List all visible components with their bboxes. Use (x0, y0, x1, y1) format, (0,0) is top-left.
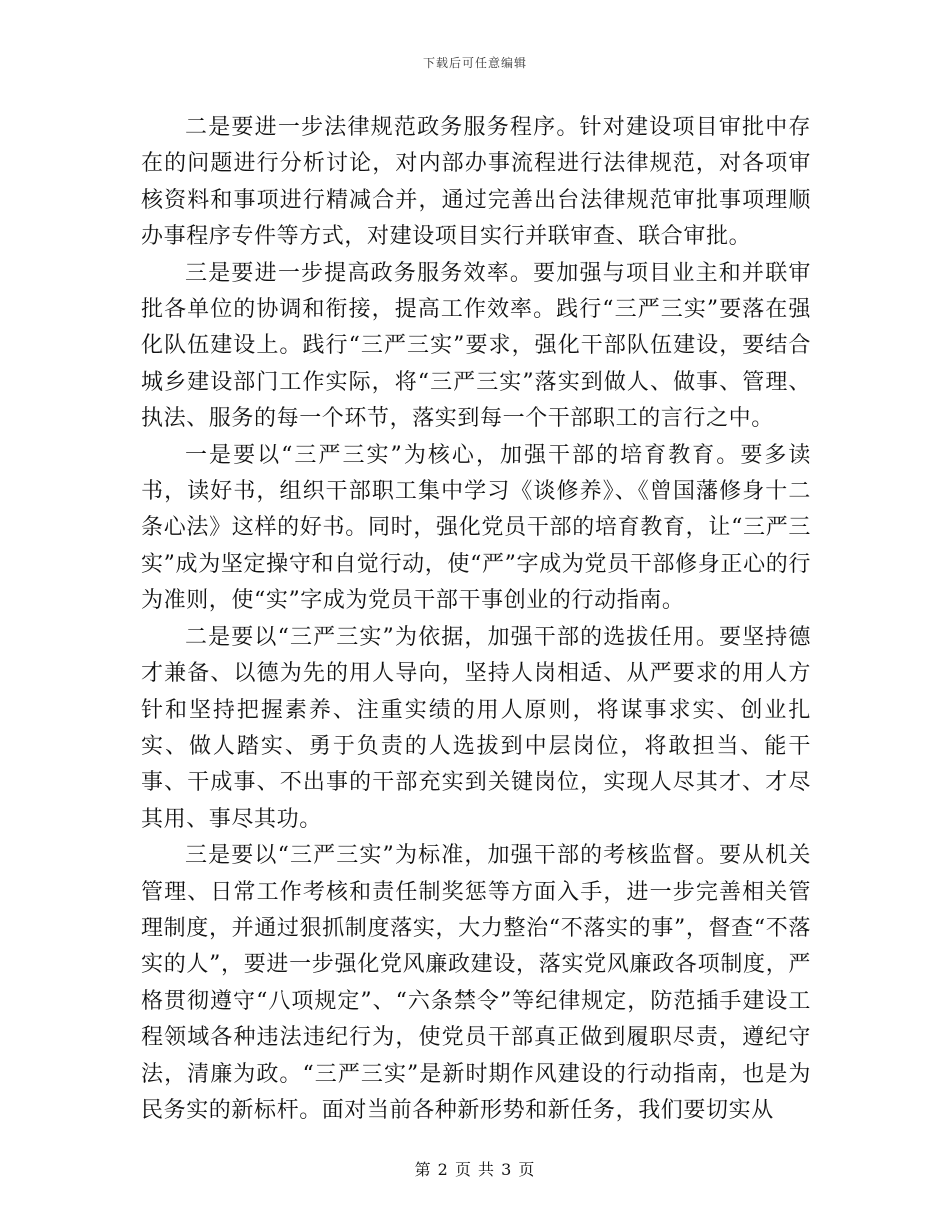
paragraph: 三是要进一步提高政务服务效率。要加强与项目业主和并联审批各单位的协调和衔接，提高工作效率。践行“三严三实”要落在强化队伍建设上。践行“三严三实”要求，强化干部队伍建设，要结合城乡建设部门工作实际，将“三严三实”落实到做人、做事、管理、执法、服务的每一个环节，落实到每一个干部职工的言行之中。 (141, 260, 811, 432)
paragraph: 二是要以“三严三实”为依据，加强干部的选拔任用。要坚持德才兼备、以德为先的用人导向，坚持人岗相适、从严要求的用人方针和坚持把握素养、注重实绩的用人原则，将谋事求实、创业扎实、做人踏实、勇于负责的人选拔到中层岗位，将敢担当、能干事、干成事、不出事的干部充实到关键岗位，实现人尽其才、才尽其用、事尽其功。 (141, 624, 811, 832)
body-text (141, 110, 811, 1129)
paragraph: 一是要以“三严三实”为核心，加强干部的培育教育。要多读书，读好书，组织干部职工集中学习《谈修养》、《曾国藩修身十二条心法》这样的好书。同时，强化党员干部的培育教育，让“三严三实”成为坚定操守和自觉行动，使“严”字成为党员干部修身正心的行为准则，使“实”字成为党员干部干事创业的行动指南。 (141, 442, 811, 614)
paragraph: 二是要进一步法律规范政务服务程序。针对建设项目审批中存在的问题进行分析讨论，对内部办事流程进行法律规范，对各项审核资料和事项进行精减合并，通过完善出台法律规范审批事项理顺办事程序专件等方式，对建设项目实行并联审查、联合审批。 (141, 115, 811, 250)
paragraph: 三是要以“三严三实”为标准，加强干部的考核监督。要从机关管理、日常工作考核和责任制奖惩等方面入手，进一步完善相关管理制度，并通过狠抓制度落实，大力整治“不落实的事”，督查“不落实的人”，要进一步强化党风廉政建设，落实党风廉政各项制度，严格贯彻遵守“八项规定”、“六条禁令”等纪律规定，防范插手建设工程领域各种违法违纪行为，使党员干部真正做到履职尽责，遵纪守法，清廉为政。“三严三实”是新时期作风建设的行动指南，也是为民务实的新标杆。面对当前各种新形势和新任务，我们要切实从 (141, 843, 811, 1123)
page-number: 第 2 页 共 3 页 (414, 1160, 536, 1179)
header-note: 下载后可任意编辑 (422, 56, 527, 70)
